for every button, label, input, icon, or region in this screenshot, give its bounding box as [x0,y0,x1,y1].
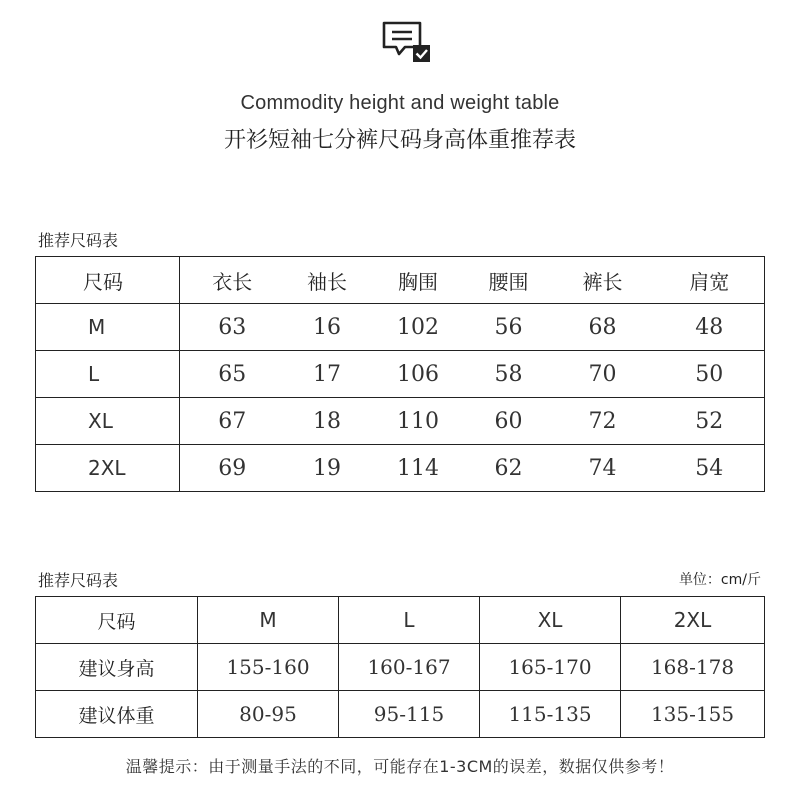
value-cell: 54 [655,445,765,492]
size-cell: M [36,304,180,351]
column-header-sleeve-length: 袖长 [285,257,370,304]
size-cell: XL [36,398,180,445]
value-cell: 17 [285,351,370,398]
value-cell: 80-95 [198,691,339,738]
value-cell: 160-167 [339,644,480,691]
value-cell: 16 [285,304,370,351]
value-cell: 155-160 [198,644,339,691]
column-header-shoulder: 肩宽 [655,257,765,304]
size-cell: 2XL [36,445,180,492]
value-cell: 115-135 [480,691,621,738]
value-cell: 69 [180,445,285,492]
value-cell: 70 [551,351,655,398]
value-cell: 60 [467,398,551,445]
value-cell: 168-178 [621,644,765,691]
value-cell: 67 [180,398,285,445]
value-cell: 95-115 [339,691,480,738]
value-cell: 19 [285,445,370,492]
footnote-disclaimer: 温馨提示：由于测量手法的不同，可能存在1-3CM的误差，数据仅供参考！ [125,757,675,776]
value-cell: 102 [370,304,467,351]
page-title-chinese: 开衫短袖七分裤尺码身高体重推荐表 [223,128,576,153]
value-cell: 62 [467,445,551,492]
value-cell: 68 [551,304,655,351]
height-weight-table [35,596,765,738]
value-cell: 74 [551,445,655,492]
page-title-english: Commodity height and weight table [240,92,560,114]
column-header-l: L [339,597,480,644]
value-cell: 135-155 [621,691,765,738]
column-header-pants-length: 裤长 [551,257,655,304]
table-row [36,351,765,398]
column-header-2xl: 2XL [621,597,765,644]
row-label-height: 建议身高 [36,644,198,691]
value-cell: 65 [180,351,285,398]
value-cell: 63 [180,304,285,351]
table-header-row [36,257,765,304]
value-cell: 18 [285,398,370,445]
column-header-size: 尺码 [36,257,180,304]
table-header-row [36,597,765,644]
unit-label: 单位：cm/斤 [678,572,761,588]
value-cell: 58 [467,351,551,398]
row-label-weight: 建议体重 [36,691,198,738]
value-cell: 165-170 [480,644,621,691]
value-cell: 110 [370,398,467,445]
size-cell: L [36,351,180,398]
chat-checkmark-icon [379,19,433,65]
table-row [36,644,765,691]
value-cell: 72 [551,398,655,445]
column-header-waist: 腰围 [467,257,551,304]
value-cell: 48 [655,304,765,351]
value-cell: 114 [370,445,467,492]
value-cell: 56 [467,304,551,351]
table-row [36,691,765,738]
value-cell: 52 [655,398,765,445]
table-row [36,445,765,492]
column-header-chest: 胸围 [370,257,467,304]
value-cell: 50 [655,351,765,398]
garment-size-table [35,256,765,492]
value-cell: 106 [370,351,467,398]
height-weight-table-caption: 推荐尺码表 [38,571,119,590]
column-header-m: M [198,597,339,644]
table-row [36,398,765,445]
garment-table-caption: 推荐尺码表 [38,231,119,250]
column-header-size: 尺码 [36,597,198,644]
column-header-xl: XL [480,597,621,644]
column-header-garment-length: 衣长 [180,257,285,304]
table-row [36,304,765,351]
